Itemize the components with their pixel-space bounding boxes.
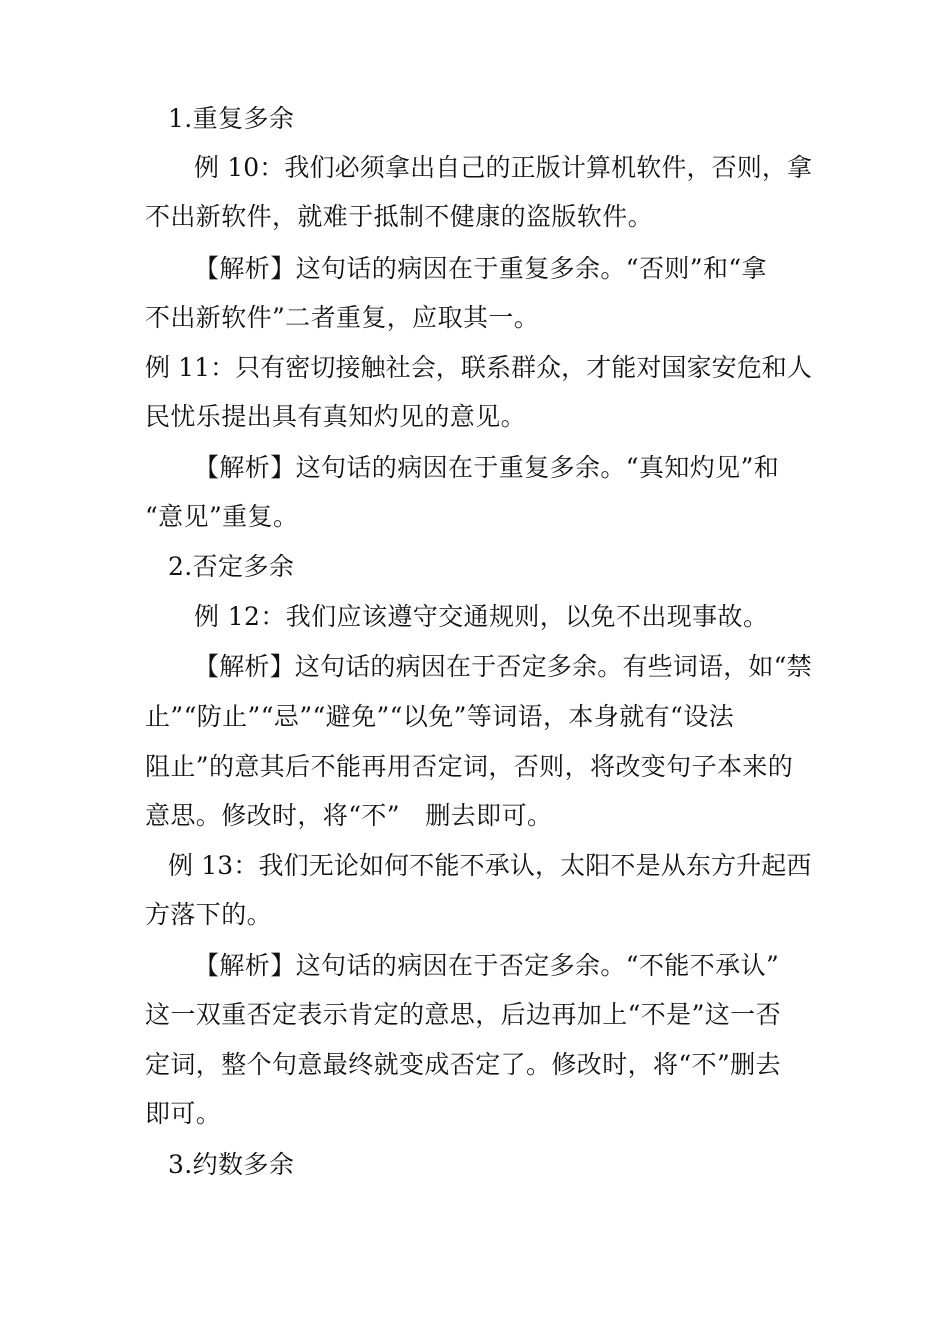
analysis-13-line-3: 定词，整个句意最终就变成否定了。修改时，将“不”删去 — [145, 1050, 781, 1079]
example-10-line-2: 不出新软件，就难于抵制不健康的盗版软件。 — [145, 202, 654, 231]
analysis-12-line-1: 【解析】这句话的病因在于否定多余。有些词语，如“禁 — [194, 652, 812, 681]
analysis-10-line-1: 【解析】这句话的病因在于重复多余。“否则”和“拿 — [194, 254, 767, 283]
analysis-13-line-1: 【解析】这句话的病因在于否定多余。“不能不承认” — [194, 951, 780, 980]
analysis-12-line-3: 阻止”的意其后不能再用否定词，否则，将改变句子本来的 — [145, 752, 794, 781]
example-11-line-1: 例 11：只有密切接触社会，联系群众，才能对国家安危和人 — [145, 353, 812, 382]
analysis-12-line-4: 意思。修改时，将“不” 删去即可。 — [145, 801, 553, 830]
example-13-line-2: 方落下的。 — [145, 900, 273, 929]
analysis-10-line-2: 不出新软件”二者重复，应取其一。 — [145, 303, 540, 332]
analysis-13-line-2: 这一双重否定表示肯定的意思，后边再加上“不是”这一否 — [145, 1000, 781, 1029]
analysis-11-line-1: 【解析】这句话的病因在于重复多余。“真知灼见”和 — [194, 453, 780, 482]
section-heading-approximation: 3.约数多余 — [168, 1150, 295, 1179]
section-heading-negation: 2.否定多余 — [168, 552, 295, 581]
section-heading-repetition: 1.重复多余 — [168, 104, 295, 133]
analysis-11-line-2: “意见”重复。 — [145, 502, 299, 531]
analysis-13-line-4: 即可。 — [145, 1099, 222, 1128]
example-11-line-2: 民忧乐提出具有真知灼见的意见。 — [145, 402, 527, 431]
example-12-line-1: 例 12：我们应该遵守交通规则，以免不出现事故。 — [194, 602, 769, 631]
analysis-12-line-2: 止”“防止”“忌”“避免”“以免”等词语，本身就有“设法 — [145, 702, 735, 731]
example-10-line-1: 例 10：我们必须拿出自己的正版计算机软件，否则，拿 — [194, 153, 813, 182]
example-13-line-1: 例 13：我们无论如何不能不承认，太阳不是从东方升起西 — [168, 851, 812, 880]
